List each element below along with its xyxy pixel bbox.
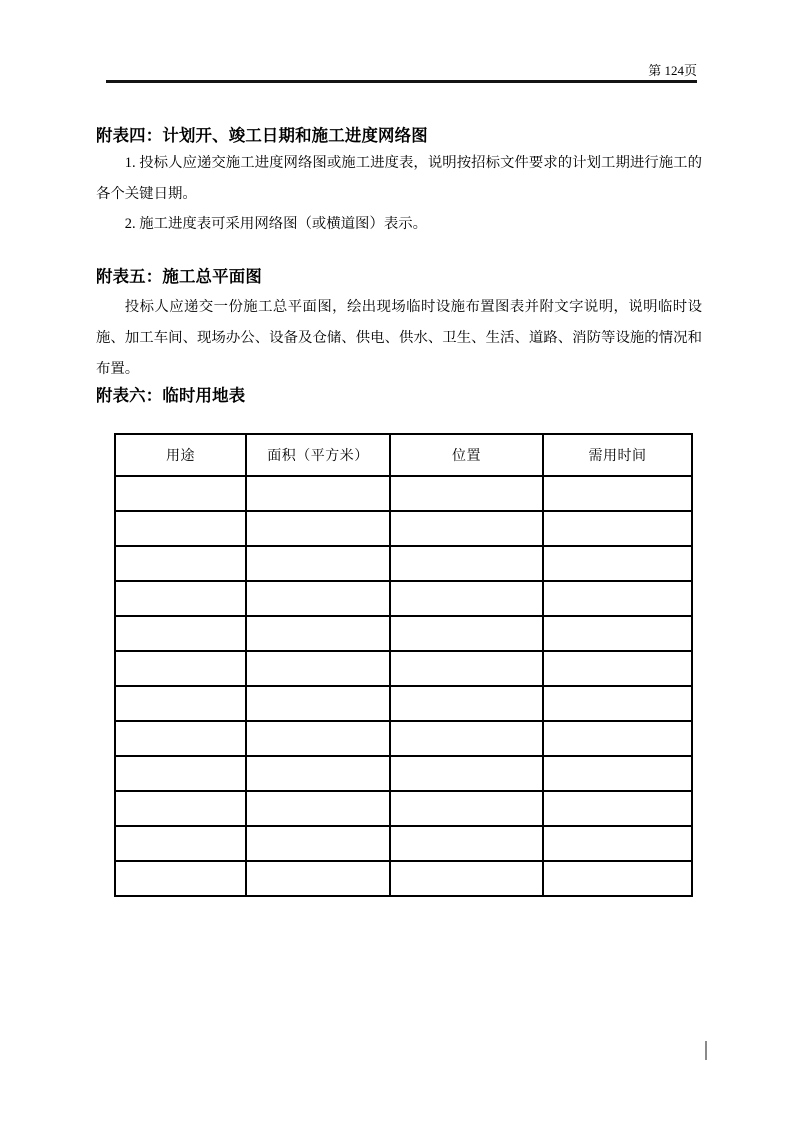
table-cell [543, 651, 692, 686]
annex4-paragraph-1: 1. 投标人应递交施工进度网络图或施工进度表，说明按招标文件要求的计划工期进行施工的各个关键日期。 [96, 155, 702, 202]
table-row [115, 476, 692, 511]
table-row [115, 756, 692, 791]
table-cell [543, 476, 692, 511]
table-row [115, 511, 692, 546]
table-cell [246, 616, 390, 651]
table-cell [390, 756, 543, 791]
table-row [115, 721, 692, 756]
table-cell [543, 581, 692, 616]
temporary-land-use-table [114, 433, 693, 897]
table-cell [390, 686, 543, 721]
cursor-mark [705, 1041, 707, 1060]
table-cell [390, 651, 543, 686]
table-cell [543, 826, 692, 861]
table-cell [246, 826, 390, 861]
annex5-paragraph-1: 投标人应递交一份施工总平面图，绘出现场临时设施布置图表并附文字说明，说明临时设施、加工车间、现场办公、设备及仓储、供电、供水、卫生、生活、道路、消防等设施的情况和布置。 [96, 299, 702, 377]
table-cell [390, 721, 543, 756]
table-cell [246, 861, 390, 896]
heading-annex5: 附表五：施工总平面图 [96, 267, 262, 286]
table-cell [390, 511, 543, 546]
table-cell [115, 476, 246, 511]
table-cell [543, 546, 692, 581]
table-cell [390, 476, 543, 511]
annex4-paragraph-2: 2. 施工进度表可采用网络图（或横道图）表示。 [124, 216, 428, 232]
table-row [115, 616, 692, 651]
table-row [115, 651, 692, 686]
table-row [115, 826, 692, 861]
table-cell [115, 791, 246, 826]
table-cell [115, 651, 246, 686]
table-cell [115, 861, 246, 896]
table-cell [115, 756, 246, 791]
table-cell [543, 791, 692, 826]
table-cell [115, 581, 246, 616]
table-cell [115, 511, 246, 546]
table-cell [390, 861, 543, 896]
table-cell [390, 581, 543, 616]
table-cell [543, 511, 692, 546]
table-cell [115, 546, 246, 581]
column-header-time-needed: 需用时间 [543, 434, 692, 476]
page-number: 第 124页 [648, 63, 697, 78]
table-cell [115, 616, 246, 651]
table-row [115, 791, 692, 826]
table-cell [543, 686, 692, 721]
heading-annex6: 附表六：临时用地表 [96, 386, 246, 405]
table-row [115, 861, 692, 896]
heading-annex4: 附表四：计划开、竣工日期和施工进度网络图 [96, 126, 428, 145]
table-cell [246, 476, 390, 511]
table-row [115, 546, 692, 581]
table-cell [115, 686, 246, 721]
table-cell [246, 686, 390, 721]
table-cell [246, 581, 390, 616]
table-cell [390, 616, 543, 651]
table-cell [543, 861, 692, 896]
table-cell [246, 511, 390, 546]
table-cell [543, 616, 692, 651]
table-cell [390, 791, 543, 826]
table-row [115, 686, 692, 721]
table-cell [246, 756, 390, 791]
table-cell [246, 546, 390, 581]
table-cell [390, 826, 543, 861]
table-cell [246, 791, 390, 826]
table-row [115, 581, 692, 616]
table-cell [246, 721, 390, 756]
header-rule [106, 80, 697, 83]
table-cell [543, 721, 692, 756]
column-header-area: 面积（平方米） [246, 434, 390, 476]
table-cell [246, 651, 390, 686]
column-header-usage: 用途 [115, 434, 246, 476]
table-header-row [115, 434, 692, 476]
table-cell [543, 756, 692, 791]
table-cell [115, 721, 246, 756]
table-cell [390, 546, 543, 581]
table-cell [115, 826, 246, 861]
column-header-location: 位置 [390, 434, 543, 476]
